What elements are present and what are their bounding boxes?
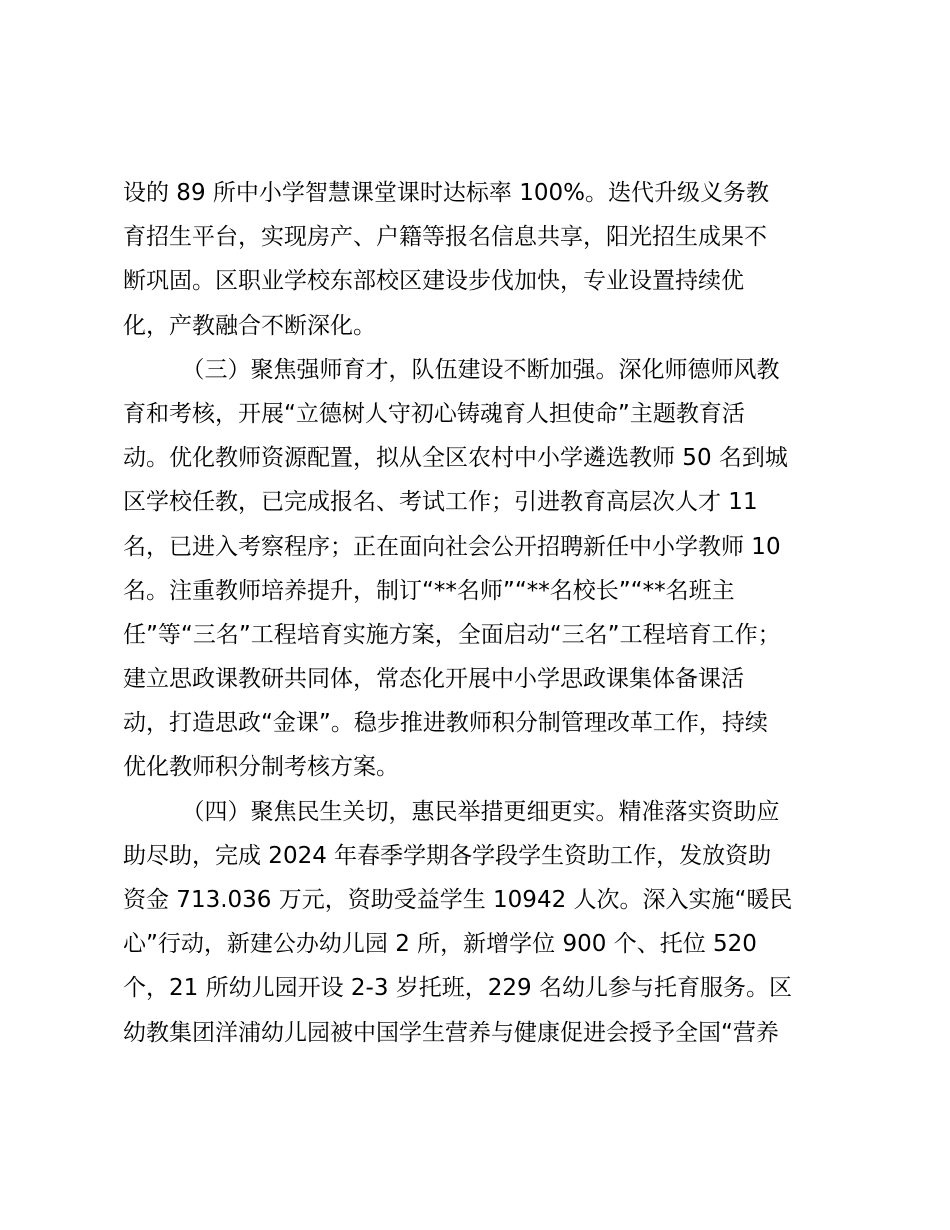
- text-line: 动，打造思政“金课”。稳步推进教师积分制管理改革工作，持续: [123, 710, 768, 737]
- text-line: 资金 713.036 万元，资助受益学生 10942 人次。深入实施“暖民: [123, 887, 793, 913]
- text-line: 设的 89 所中小学智慧课堂课时达标率 100%。迭代升级义务教: [123, 180, 769, 206]
- text-line: 幼教集团洋浦幼儿园被中国学生营养与健康促进会授予全国“营养: [123, 1019, 779, 1046]
- text-line: 动。优化教师资源配置，拟从全区农村中小学遴选教师 50 名到城: [123, 445, 788, 472]
- text-line: 心”行动，新建公办幼儿园 2 所，新增学位 900 个、托位 520: [123, 931, 757, 958]
- text-line: 断巩固。区职业学校东部校区建设步伐加快，专业设置持续优: [123, 268, 744, 295]
- text-line: 育招生平台，实现房产、户籍等报名信息共享，阳光招生成果不: [123, 224, 767, 251]
- text-line: 个，21 所幼儿园开设 2-3 岁托班，229 名幼儿参与托育服务。区: [123, 975, 792, 1002]
- body-text: [123, 171, 843, 1055]
- section-heading-line: （四）聚焦民生关切，惠民举措更细更实。精准落实资助应: [123, 798, 780, 825]
- text-line: 化，产教融合不断深化。: [123, 312, 376, 339]
- text-line: 名，已进入考察程序；正在面向社会公开招聘新任中小学教师 10: [123, 533, 781, 560]
- text-line: 助尽助，完成 2024 年春季学期各学段学生资助工作，发放资助: [123, 842, 772, 869]
- text-line: 建立思政课教研共同体，常态化开展中小学思政课集体备课活: [123, 666, 744, 693]
- text-line: 区学校任教，已完成报名、考试工作；引进教育高层次人才 11: [123, 489, 758, 516]
- section-heading-line: （三）聚焦强师育才，队伍建设不断加强。深化师德师风教: [123, 356, 780, 383]
- text-line: 育和考核，开展“立德树人守初心铸魂育人担使命”主题教育活: [123, 400, 745, 427]
- text-line: 名。注重教师培养提升，制订“**名师”“**名校长”“**名班主: [123, 577, 735, 604]
- text-line: 优化教师积分制考核方案。: [123, 754, 399, 781]
- text-line: 任”等“三名”工程培育实施方案，全面启动“三名”工程培育工作；: [123, 621, 781, 648]
